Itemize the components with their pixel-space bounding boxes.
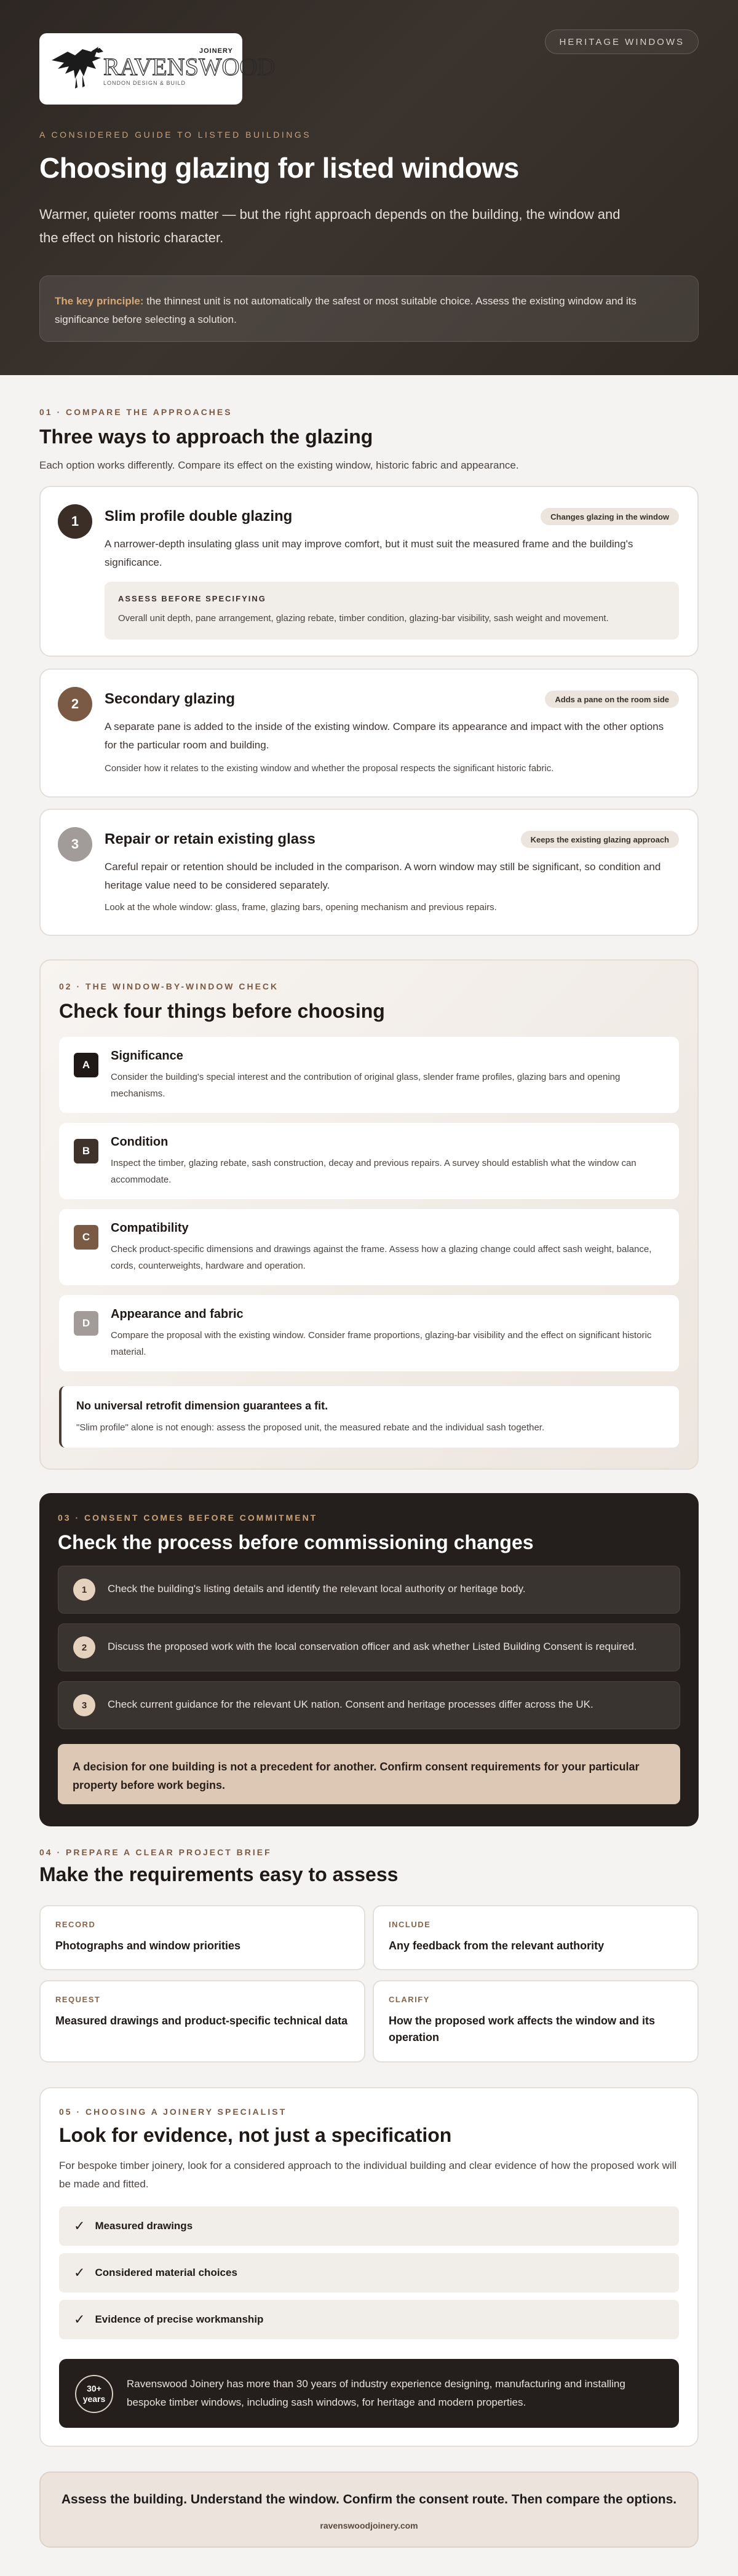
- hero-header: [0, 0, 738, 375]
- check-letter: A: [74, 1053, 98, 1077]
- approach-title: Slim profile double glazing: [105, 508, 293, 525]
- section-title: Look for evidence, not just a specification: [59, 2124, 452, 2146]
- section-intro: For bespoke timber joinery, look for a considered approach to the individual building and clear evidence of how the proposed work will be made and fitted.: [59, 2160, 677, 2190]
- specialist-panel: [39, 2087, 699, 2447]
- check-title: Significance: [111, 1049, 183, 1063]
- brief-card-record: [39, 1905, 365, 1970]
- approach-card-repair: [39, 809, 699, 936]
- brief-value: Photographs and window priorities: [55, 1940, 241, 1952]
- approach-number: 1: [58, 504, 92, 539]
- approach-pill: Changes glazing in the window: [541, 508, 679, 525]
- approach-note: Consider how it relates to the existing window and whether the proposal respects the significant historic fabric.: [105, 763, 554, 774]
- evidence-label: Measured drawings: [95, 2220, 193, 2232]
- hero-lead: Warmer, quieter rooms matter — but the right approach depends on the building, the window and the effect on historic character.: [39, 207, 621, 245]
- step-number: 1: [73, 1579, 95, 1601]
- approach-pill: Keeps the existing glazing approach: [521, 831, 679, 848]
- step-number: 2: [73, 1636, 95, 1659]
- check-mark-icon: ✓: [74, 2265, 85, 2280]
- approach-number: 2: [58, 687, 92, 721]
- step-text: Check current guidance for the relevant UK nation. Consent and heritage processes differ across the UK.: [108, 1698, 593, 1710]
- brief-value: Any feedback from the relevant authority: [389, 1940, 605, 1952]
- check-text: Compare the proposal with the existing window. Consider frame proportions, glazing-bar visibility and the effect on significant historic material.: [111, 1330, 652, 1357]
- footer-site-link[interactable]: ravenswoodjoinery.com: [320, 2521, 418, 2530]
- key-principle-label: The key principle:: [55, 295, 144, 307]
- check-item-appearance: [59, 1295, 679, 1371]
- section-eyebrow: 05 · CHOOSING A JOINERY SPECIALIST: [59, 2107, 287, 2117]
- brief-value: How the proposed work affects the window and its operation: [389, 2015, 656, 2043]
- assess-text: Overall unit depth, pane arrangement, glazing rebate, timber condition, glazing-bar visibility, sash weight and movement.: [118, 613, 609, 624]
- approach-body: Careful repair or retention should be included in the comparison. A worn window may still be significant, so condition and heritage value need to be considered separately.: [105, 861, 661, 891]
- approach-body: A narrower-depth insulating glass unit may improve comfort, but it must suit the measured frame and the building's significance.: [105, 538, 633, 568]
- footer-tagline: Assess the building. Understand the window. Confirm the consent route. Then compare the options.: [61, 2492, 677, 2507]
- brief-value: Measured drawings and product-specific technical data: [55, 2015, 348, 2027]
- decision-callout: A decision for one building is not a precedent for another. Confirm consent requirements for your particular property before work begins.: [58, 1744, 680, 1804]
- evidence-label: Considered material choices: [95, 2267, 237, 2278]
- check-title: Appearance and fabric: [111, 1307, 244, 1321]
- check-item-condition: [59, 1123, 679, 1199]
- brief-key: CLARIFY: [389, 1995, 430, 2004]
- check-letter: C: [74, 1225, 98, 1250]
- about-text: Ravenswood Joinery has more than 30 years of industry experience designing, manufacturing and installing bespoke timber windows, including sash windows, for heritage and modern properties.: [127, 2378, 625, 2408]
- check-letter: B: [74, 1139, 98, 1163]
- step-text: Check the building's listing details and identify the relevant local authority or heritage body.: [108, 1583, 526, 1595]
- brief-card-include: [373, 1905, 699, 1970]
- approach-pill: Adds a pane on the room side: [545, 691, 679, 708]
- consent-panel: [39, 1493, 699, 1826]
- check-text: Inspect the timber, glazing rebate, sash construction, decay and previous repairs. A survey should establish what the window can accommodate.: [111, 1158, 637, 1185]
- evidence-item: [59, 2253, 679, 2293]
- specialist-heading: [59, 2107, 679, 2194]
- heritage-windows-badge: HERITAGE WINDOWS: [545, 30, 699, 54]
- section-title: Check four things before choosing: [59, 1000, 385, 1022]
- check-letter: D: [74, 1311, 98, 1336]
- check-item-compatibility: [59, 1209, 679, 1285]
- years-label: years: [82, 2394, 106, 2404]
- warning-text: "Slim profile" alone is not enough: assess the proposed unit, the measured rebate and the individual sash together.: [76, 1422, 545, 1433]
- approach-title: Secondary glazing: [105, 691, 236, 707]
- section-title: Three ways to approach the glazing: [39, 426, 373, 448]
- check-title: Condition: [111, 1135, 169, 1149]
- hero-eyebrow: A CONSIDERED GUIDE TO LISTED BUILDINGS: [39, 130, 312, 140]
- check-mark-icon: ✓: [74, 2218, 85, 2233]
- ravenswood-logo[interactable]: [39, 33, 276, 105]
- page-title: Choosing glazing for listed windows: [39, 152, 519, 184]
- section-eyebrow: 01 · COMPARE THE APPROACHES: [39, 407, 232, 417]
- consent-step: [58, 1623, 680, 1671]
- section-title: Make the requirements easy to assess: [39, 1863, 399, 1885]
- window-check-panel: [39, 959, 699, 1470]
- step-text: Discuss the proposed work with the local conservation officer and ask whether Listed Building Consent is required.: [108, 1641, 637, 1652]
- approach-body: A separate pane is added to the inside of the existing window. Compare its appearance and impact with the other options for the particular room and building.: [105, 721, 664, 751]
- brief-heading: [39, 1847, 699, 1886]
- checks-heading: [59, 981, 385, 1023]
- approach-title: Repair or retain existing glass: [105, 831, 315, 847]
- assess-box: [105, 582, 679, 640]
- brief-card-request: [39, 1980, 365, 2063]
- brief-key: REQUEST: [55, 1995, 101, 2004]
- evidence-item: [59, 2206, 679, 2246]
- years-badge: [75, 2375, 113, 2413]
- approach-card-slim: [39, 486, 699, 657]
- key-principle-text: the thinnest unit is not automatically the safest or most suitable choice. Assess the existing window and its significance before selecting a solution.: [55, 295, 637, 325]
- key-principle-box: [39, 275, 699, 342]
- brief-key: INCLUDE: [389, 1920, 431, 1929]
- step-number: 3: [73, 1694, 95, 1716]
- footer-callout: [39, 2471, 699, 2548]
- evidence-item: [59, 2300, 679, 2339]
- consent-heading: [58, 1513, 534, 1554]
- check-text: Check product-specific dimensions and drawings against the frame. Assess how a glazing change could affect sash weight, balance, cords, counterweights, hardware and operation.: [111, 1244, 652, 1271]
- ravenswood-about-box: [59, 2359, 679, 2428]
- svg-text:JOINERY: JOINERY: [199, 47, 233, 55]
- check-text: Consider the building's special interest and the contribution of original glass, slender frame profiles, glazing bars and opening mechanisms.: [111, 1072, 621, 1099]
- raven-logo-icon: [39, 33, 276, 105]
- approach-card-secondary: [39, 668, 699, 798]
- svg-text:LONDON DESIGN & BUILD: LONDON DESIGN & BUILD: [103, 80, 186, 86]
- section-eyebrow: 02 · THE WINDOW-BY-WINDOW CHECK: [59, 981, 279, 991]
- section-title: Check the process before commissioning changes: [58, 1531, 534, 1553]
- approach-number: 3: [58, 827, 92, 862]
- no-universal-fit-warning: [59, 1386, 679, 1448]
- check-mark-icon: ✓: [74, 2312, 85, 2327]
- consent-step: [58, 1566, 680, 1614]
- evidence-label: Evidence of precise workmanship: [95, 2313, 264, 2325]
- approaches-heading: [39, 407, 699, 472]
- check-item-significance: [59, 1037, 679, 1113]
- consent-step: [58, 1681, 680, 1729]
- svg-text:RAVENSWOOD: RAVENSWOOD: [103, 53, 276, 81]
- assess-label: ASSESS BEFORE SPECIFYING: [118, 594, 266, 603]
- warning-title: No universal retrofit dimension guarantees a fit.: [76, 1400, 328, 1412]
- section-eyebrow: 04 · PREPARE A CLEAR PROJECT BRIEF: [39, 1847, 272, 1857]
- section-eyebrow: 03 · CONSENT COMES BEFORE COMMITMENT: [58, 1513, 318, 1523]
- check-title: Compatibility: [111, 1221, 189, 1235]
- approach-note: Look at the whole window: glass, frame, glazing bars, opening mechanism and previous repairs.: [105, 902, 497, 913]
- brief-key: RECORD: [55, 1920, 96, 1929]
- years-number: 30+: [87, 2384, 101, 2393]
- brief-card-clarify: [373, 1980, 699, 2063]
- section-intro: Each option works differently. Compare its effect on the existing window, historic fabric and appearance.: [39, 459, 519, 471]
